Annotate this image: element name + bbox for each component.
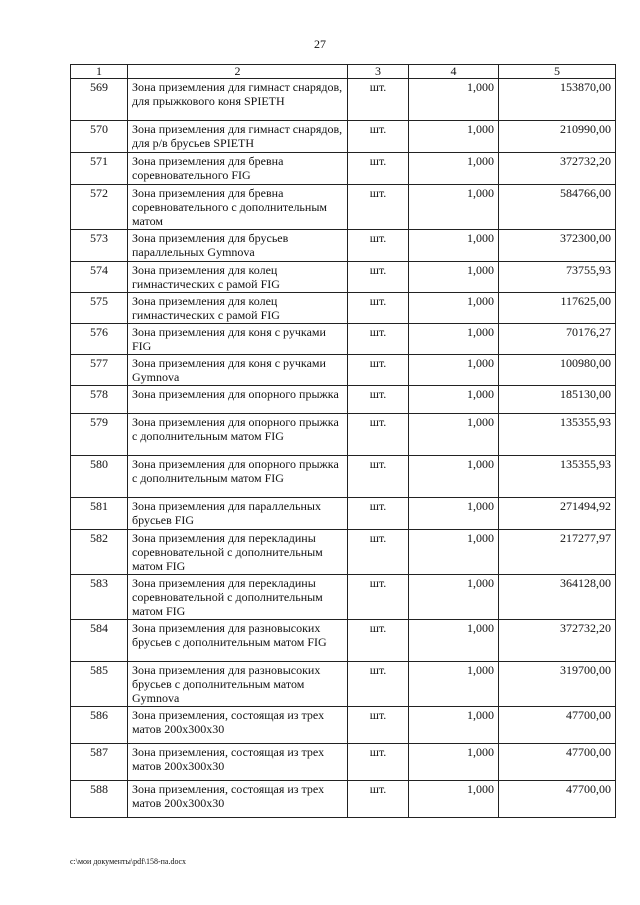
item-quantity: 1,000 [409,293,499,324]
row-number: 569 [71,79,128,121]
item-name: Зона приземления для опорного прыжка с дополнительным матом FIG [128,456,348,498]
item-price: 217277,97 [499,530,616,575]
row-number: 588 [71,781,128,818]
item-unit: шт. [348,293,409,324]
item-quantity: 1,000 [409,262,499,293]
table-row [71,744,616,781]
item-name: Зона приземления для опорного прыжка с дополнительным матом FIG [128,414,348,456]
item-price: 117625,00 [499,293,616,324]
item-unit: шт. [348,153,409,185]
item-unit: шт. [348,456,409,498]
item-unit: шт. [348,121,409,153]
row-number: 584 [71,620,128,662]
table-row [71,781,616,818]
item-price: 47700,00 [499,744,616,781]
item-unit: шт. [348,414,409,456]
item-name: Зона приземления для перекладины соревновательной с дополнительным матом FIG [128,575,348,620]
table-header-row [71,65,616,79]
row-number: 579 [71,414,128,456]
item-quantity: 1,000 [409,620,499,662]
item-name: Зона приземления для разновысоких брусьев с дополнительным матом Gymnova [128,662,348,707]
table-row [71,662,616,707]
item-price: 100980,00 [499,355,616,386]
item-quantity: 1,000 [409,230,499,262]
item-unit: шт. [348,575,409,620]
item-name: Зона приземления, состоящая из трех матов 200x300x30 [128,781,348,818]
item-name: Зона приземления для параллельных брусьев FIG [128,498,348,530]
item-quantity: 1,000 [409,79,499,121]
item-price: 210990,00 [499,121,616,153]
item-price: 364128,00 [499,575,616,620]
table-row [71,620,616,662]
item-price: 70176,27 [499,324,616,355]
row-number: 578 [71,386,128,414]
item-name: Зона приземления для разновысоких брусьев с дополнительным матом FIG [128,620,348,662]
item-unit: шт. [348,79,409,121]
row-number: 573 [71,230,128,262]
item-price: 271494,92 [499,498,616,530]
table-row [71,414,616,456]
item-name: Зона приземления для коня с ручками FIG [128,324,348,355]
item-unit: шт. [348,262,409,293]
item-unit: шт. [348,707,409,744]
row-number: 574 [71,262,128,293]
specification-table [70,64,616,818]
table-row [71,498,616,530]
table-row [71,79,616,121]
item-unit: шт. [348,620,409,662]
item-unit: шт. [348,498,409,530]
table-row [71,575,616,620]
item-quantity: 1,000 [409,121,499,153]
item-unit: шт. [348,386,409,414]
item-quantity: 1,000 [409,324,499,355]
item-price: 153870,00 [499,79,616,121]
table-row [71,153,616,185]
table-row [71,355,616,386]
table-row [71,456,616,498]
item-quantity: 1,000 [409,498,499,530]
item-unit: шт. [348,355,409,386]
item-quantity: 1,000 [409,575,499,620]
item-quantity: 1,000 [409,185,499,230]
item-unit: шт. [348,324,409,355]
item-price: 185130,00 [499,386,616,414]
item-quantity: 1,000 [409,707,499,744]
item-name: Зона приземления, состоящая из трех матов 200x300x30 [128,707,348,744]
table-row [71,121,616,153]
item-price: 319700,00 [499,662,616,707]
item-name: Зона приземления для опорного прыжка [128,386,348,414]
item-quantity: 1,000 [409,456,499,498]
row-number: 583 [71,575,128,620]
row-number: 575 [71,293,128,324]
item-name: Зона приземления для гимнаст снарядов, для р/в брусьев SPIETH [128,121,348,153]
item-price: 47700,00 [499,781,616,818]
item-name: Зона приземления для гимнаст снарядов, для прыжкового коня SPIETH [128,79,348,121]
item-quantity: 1,000 [409,530,499,575]
table-row [71,185,616,230]
column-header-4: 4 [409,65,499,79]
row-number: 580 [71,456,128,498]
item-quantity: 1,000 [409,153,499,185]
row-number: 576 [71,324,128,355]
item-name: Зона приземления для перекладины соревновательной с дополнительным матом FIG [128,530,348,575]
item-unit: шт. [348,185,409,230]
item-price: 372732,20 [499,153,616,185]
item-price: 135355,93 [499,414,616,456]
column-header-3: 3 [348,65,409,79]
table-row [71,262,616,293]
row-number: 571 [71,153,128,185]
item-quantity: 1,000 [409,414,499,456]
item-quantity: 1,000 [409,386,499,414]
row-number: 581 [71,498,128,530]
item-price: 372300,00 [499,230,616,262]
item-quantity: 1,000 [409,781,499,818]
column-header-2: 2 [128,65,348,79]
item-name: Зона приземления для бревна соревновательного FIG [128,153,348,185]
item-name: Зона приземления для брусьев параллельных Gymnova [128,230,348,262]
row-number: 585 [71,662,128,707]
column-header-5: 5 [499,65,616,79]
item-price: 372732,20 [499,620,616,662]
item-name: Зона приземления, состоящая из трех матов 200x300x30 [128,744,348,781]
row-number: 582 [71,530,128,575]
item-price: 47700,00 [499,707,616,744]
item-quantity: 1,000 [409,355,499,386]
page-number: 27 [314,37,326,51]
item-unit: шт. [348,781,409,818]
item-unit: шт. [348,230,409,262]
item-price: 135355,93 [499,456,616,498]
item-price: 73755,93 [499,262,616,293]
item-unit: шт. [348,530,409,575]
table-row [71,230,616,262]
table-row [71,530,616,575]
item-price: 584766,00 [499,185,616,230]
item-name: Зона приземления для бревна соревновательного с дополнительным матом [128,185,348,230]
item-unit: шт. [348,744,409,781]
column-header-1: 1 [71,65,128,79]
row-number: 587 [71,744,128,781]
item-unit: шт. [348,662,409,707]
row-number: 577 [71,355,128,386]
item-quantity: 1,000 [409,744,499,781]
row-number: 570 [71,121,128,153]
item-name: Зона приземления для коня с ручками Gymnova [128,355,348,386]
table-row [71,324,616,355]
row-number: 572 [71,185,128,230]
item-name: Зона приземления для колец гимнастических с рамой FIG [128,262,348,293]
row-number: 586 [71,707,128,744]
table-row [71,707,616,744]
table-row [71,386,616,414]
table-row [71,293,616,324]
item-quantity: 1,000 [409,662,499,707]
footer-file-path: c:\мои документы\pdf\158-па.docx [70,857,186,866]
item-name: Зона приземления для колец гимнастических с рамой FIG [128,293,348,324]
